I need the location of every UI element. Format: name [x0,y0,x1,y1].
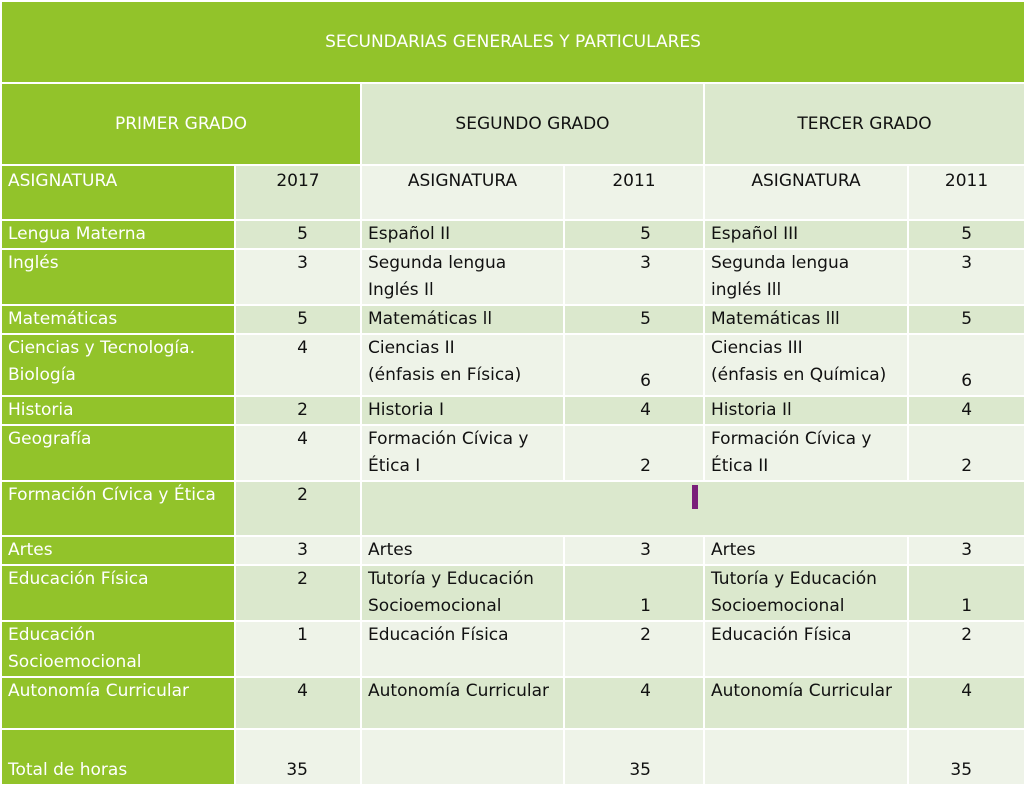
hours-primer: 3 [235,249,361,305]
hours-tercer: 4 [908,677,1024,729]
subject-tercer: Ciencias III (énfasis en Química) [704,334,908,396]
col-header-asignatura-tercer: ASIGNATURA [704,165,908,220]
subject-segundo: Autonomía Curricular [361,677,564,729]
hours-segundo: 4 [564,396,704,425]
hours-segundo: 4 [564,677,704,729]
subject-primer: Historia [1,396,235,425]
hours-segundo: 3 [564,249,704,305]
column-header-row [1,165,1024,220]
hours-primer: 5 [235,305,361,334]
subject-tercer: Español III [704,220,908,249]
hours-tercer: 1 [908,565,1024,621]
total-hours-tercer: 35 [908,729,1024,785]
hours-tercer: 2 [908,621,1024,677]
total-label: Total de horas [1,729,235,785]
text-cursor-mark [692,485,698,509]
table-row [1,305,1024,334]
subject-segundo: Artes [361,536,564,565]
col-header-year-primer: 2017 [235,165,361,220]
grade-header-segundo: SEGUNDO GRADO [361,83,704,165]
hours-segundo: 5 [564,305,704,334]
subject-tercer: Autonomía Curricular [704,677,908,729]
table-row [1,220,1024,249]
hours-tercer: 3 [908,536,1024,565]
hours-primer: 1 [235,621,361,677]
subject-primer: Matemáticas [1,305,235,334]
subject-primer: Educación Socioemocional [1,621,235,677]
grade-header-primer: PRIMER GRADO [1,83,361,165]
subject-tercer: Matemáticas lll [704,305,908,334]
hours-segundo: 5 [564,220,704,249]
table-row [1,334,1024,396]
hours-primer: 2 [235,481,361,536]
subject-primer: Autonomía Curricular [1,677,235,729]
subject-segundo: Ciencias II (énfasis en Física) [361,334,564,396]
subject-primer: Artes [1,536,235,565]
col-header-year-segundo: 2011 [564,165,704,220]
table-row [1,677,1024,729]
hours-tercer: 4 [908,396,1024,425]
total-hours-segundo: 35 [564,729,704,785]
table-title: SECUNDARIAS GENERALES Y PARTICULARES [1,1,1024,83]
hours-tercer: 2 [908,425,1024,481]
hours-segundo: 6 [564,334,704,396]
hours-tercer: 5 [908,220,1024,249]
hours-primer: 5 [235,220,361,249]
hours-primer: 4 [235,425,361,481]
total-empty-segundo [361,729,564,785]
table-row [1,536,1024,565]
subject-tercer: Segunda lengua inglés Ill [704,249,908,305]
subject-segundo: Matemáticas ll [361,305,564,334]
hours-tercer: 3 [908,249,1024,305]
table-row [1,621,1024,677]
subject-segundo: Educación Física [361,621,564,677]
col-header-asignatura-segundo: ASIGNATURA [361,165,564,220]
total-row [1,729,1024,785]
table-row [1,481,1024,536]
table-row [1,565,1024,621]
subject-primer: Ciencias y Tecnología. Biología [1,334,235,396]
col-header-year-tercer: 2011 [908,165,1024,220]
grade-header-tercer: TERCER GRADO [704,83,1024,165]
table-row [1,249,1024,305]
subject-segundo: Historia I [361,396,564,425]
hours-segundo: 1 [564,565,704,621]
empty-merged-cell [361,481,1024,536]
hours-segundo: 3 [564,536,704,565]
total-empty-tercer [704,729,908,785]
subject-primer: Formación Cívica y Ética [1,481,235,536]
hours-tercer: 6 [908,334,1024,396]
hours-primer: 3 [235,536,361,565]
table-row [1,425,1024,481]
grade-header-row [1,83,1024,165]
subject-tercer: Educación Física [704,621,908,677]
subject-primer: Lengua Materna [1,220,235,249]
total-hours-primer: 35 [235,729,361,785]
subject-segundo: Formación Cívica y Ética I [361,425,564,481]
subject-tercer: Tutoría y Educación Socioemocional [704,565,908,621]
subject-primer: Educación Física [1,565,235,621]
subject-primer: Geografía [1,425,235,481]
hours-segundo: 2 [564,621,704,677]
hours-primer: 4 [235,334,361,396]
hours-segundo: 2 [564,425,704,481]
title-row [1,1,1024,83]
subject-segundo: Tutoría y Educación Socioemocional [361,565,564,621]
subject-primer: Inglés [1,249,235,305]
subject-tercer: Formación Cívica y Ética II [704,425,908,481]
subject-segundo: Segunda lengua Inglés Il [361,249,564,305]
hours-primer: 2 [235,565,361,621]
subject-segundo: Español II [361,220,564,249]
hours-primer: 2 [235,396,361,425]
subject-tercer: Artes [704,536,908,565]
subject-tercer: Historia Il [704,396,908,425]
col-header-asignatura-primer: ASIGNATURA [1,165,235,220]
table-row [1,396,1024,425]
hours-tercer: 5 [908,305,1024,334]
hours-primer: 4 [235,677,361,729]
